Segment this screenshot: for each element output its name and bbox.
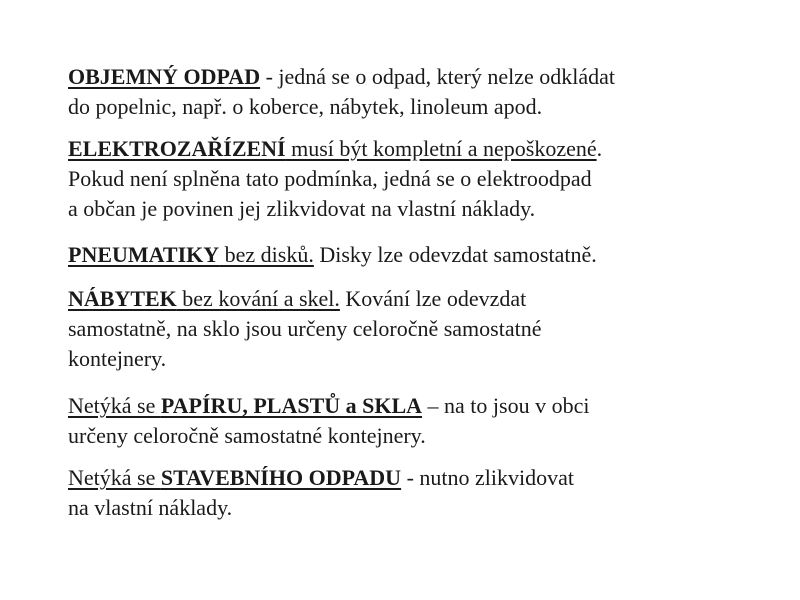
text-segment: Kování lze odevzdat bbox=[339, 286, 527, 311]
paragraph-line bbox=[68, 284, 768, 314]
prefix-text: Netýká se bbox=[68, 465, 161, 490]
paragraph-bulky-waste bbox=[68, 62, 768, 122]
text-segment: Disky lze odevzdat samostatně. bbox=[313, 242, 597, 267]
text-segment: - nutno zlikvidovat bbox=[401, 465, 574, 490]
term-tyres: PNEUMATIKY bbox=[68, 242, 220, 267]
paragraph-electronics bbox=[68, 134, 768, 224]
text-segment: . bbox=[596, 136, 603, 161]
paragraph-line: do popelnic, např. o koberce, nábytek, linoleum apod. bbox=[68, 94, 543, 119]
paragraph-tyres bbox=[68, 240, 768, 270]
paragraph-construction-waste bbox=[68, 463, 768, 523]
underlined-segment bbox=[68, 286, 340, 311]
condition-text: bez kování a skel. bbox=[176, 286, 340, 311]
paragraph-line: na vlastní náklady. bbox=[68, 495, 233, 520]
term-electronics: ELEKTROZAŘÍZENÍ bbox=[68, 136, 286, 161]
paragraph-line: Pokud není splněna tato podmínka, jedná se o elektroodpad bbox=[68, 166, 592, 191]
underlined-segment bbox=[68, 136, 597, 161]
term-construction-waste: STAVEBNÍHO ODPADU bbox=[160, 465, 402, 490]
condition-text: musí být kompletní a nepoškozené bbox=[285, 136, 597, 161]
paragraph-paper-plastic-glass bbox=[68, 391, 768, 451]
term-paper-plastic-glass: PAPÍRU, PLASTŮ a SKLA bbox=[160, 393, 423, 418]
condition-text: bez disků. bbox=[219, 242, 314, 267]
paragraph-line: samostatně, na sklo jsou určeny celoročně samostatné bbox=[68, 316, 542, 341]
underlined-segment bbox=[68, 242, 314, 267]
paragraph-line bbox=[68, 463, 768, 493]
paragraph-line: určeny celoročně samostatné kontejnery. bbox=[68, 423, 426, 448]
paragraph-line: kontejnery. bbox=[68, 346, 167, 371]
underlined-segment bbox=[68, 465, 401, 490]
term-furniture: NÁBYTEK bbox=[68, 286, 177, 311]
prefix-text: Netýká se bbox=[68, 393, 161, 418]
term-bulky-waste: OBJEMNÝ ODPAD bbox=[68, 64, 261, 89]
text-segment: – na to jsou v obci bbox=[422, 393, 590, 418]
underlined-segment bbox=[68, 393, 422, 418]
paragraph-line bbox=[68, 240, 768, 270]
text-segment: - jedná se o odpad, který nelze odkládat bbox=[260, 64, 616, 89]
paragraph-line bbox=[68, 134, 768, 164]
paragraph-line bbox=[68, 391, 768, 421]
paragraph-line bbox=[68, 62, 768, 92]
paragraph-line: a občan je povinen jej zlikvidovat na vlastní náklady. bbox=[68, 196, 536, 221]
paragraph-furniture bbox=[68, 284, 768, 374]
